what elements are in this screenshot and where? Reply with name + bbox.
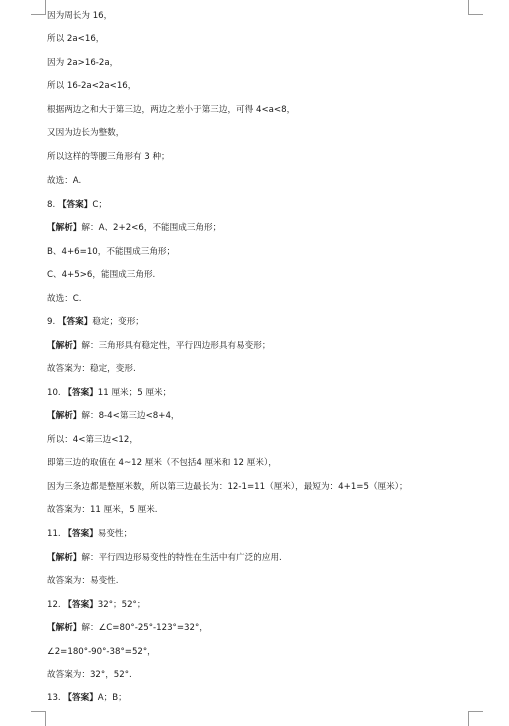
text-line: ∠2=180°-90°-38°=52°，: [47, 647, 156, 657]
text-line: 因为三条边都是整厘米数，所以第三边最长为：12-1=11（厘米），最短为：4+1=5（厘米）；: [47, 482, 408, 492]
text-line: C、4+5>6，能围成三角形.: [47, 270, 156, 280]
analysis-line: 【解析】解：A、2+2<6，不能围成三角形；: [47, 223, 222, 233]
text-line: 所以这样的等腰三角形有 3 种；: [47, 152, 170, 162]
analysis-line: 【解析】解：平行四边形易变性的特性在生活中有广泛的应用.: [47, 553, 282, 563]
analysis-tag: 【解析】: [47, 411, 82, 421]
text-line: 即第三边的取值在 4~12 厘米（不包括4 厘米和 12 厘米），: [47, 458, 277, 468]
text-line: 因为 2a>16-2a，: [47, 58, 119, 68]
question-number: 13.: [47, 693, 61, 703]
answer-tag: 【答案】: [63, 693, 98, 703]
analysis-line: 【解析】解：三角形具有稳定性，平行四边形具有易变形；: [47, 341, 271, 351]
text-line: 根据两边之和大于第三边，两边之差小于第三边，可得 4<a<8，: [47, 105, 296, 115]
text-line: 故选：A.: [47, 176, 82, 186]
crop-mark-top-left: [31, 0, 46, 15]
text-line: 故答案为：稳定，变形.: [47, 364, 136, 374]
analysis-tag: 【解析】: [47, 223, 82, 233]
answer-tag: 【答案】: [63, 529, 98, 539]
analysis-tag: 【解析】: [47, 623, 82, 633]
question-number: 8.: [47, 200, 56, 210]
question-number: 12.: [47, 600, 61, 610]
answer-line: 10. 【答案】11 厘米；5 厘米；: [47, 388, 172, 398]
text-line: B、4+6=10，不能围成三角形；: [47, 247, 176, 257]
analysis-line: 【解析】解：8-4<第三边<8+4，: [47, 411, 180, 421]
text-line: 所以 16-2a<2a<16，: [47, 81, 137, 91]
crop-mark-bottom-left: [31, 711, 46, 726]
text-line: 故答案为：易变性.: [47, 576, 119, 586]
text-line: 所以 2a<16，: [47, 34, 105, 44]
analysis-tag: 【解析】: [47, 341, 82, 351]
text-line: 所以：4<第三边<12，: [47, 435, 138, 445]
text-line: 故答案为：11 厘米，5 厘米.: [47, 505, 158, 515]
analysis-line: 【解析】解：∠C=80°-25°-123°=32°，: [47, 623, 208, 633]
answer-line: 11. 【答案】易变性；: [47, 529, 133, 539]
question-number: 9.: [47, 317, 56, 327]
answer-tag: 【答案】: [63, 600, 98, 610]
text-line: 故答案为：32°，52°.: [47, 670, 132, 680]
answer-line: 8. 【答案】C；: [47, 200, 107, 210]
question-number: 11.: [47, 529, 61, 539]
answer-tag: 【答案】: [57, 200, 93, 210]
question-number: 10.: [47, 388, 61, 398]
answer-tag: 【答案】: [57, 317, 93, 327]
answer-line: 9. 【答案】稳定；变形；: [47, 317, 144, 327]
text-line: 又因为边长为整数，: [47, 128, 125, 138]
analysis-tag: 【解析】: [47, 553, 82, 563]
answer-line: 12. 【答案】32°；52°；: [47, 600, 146, 610]
text-line: 因为周长为 16，: [47, 11, 113, 21]
answer-line: 13. 【答案】A；B；: [47, 693, 127, 703]
text-line: 故选：C.: [47, 294, 82, 304]
crop-mark-bottom-right: [468, 711, 483, 726]
answer-tag: 【答案】: [63, 388, 98, 398]
